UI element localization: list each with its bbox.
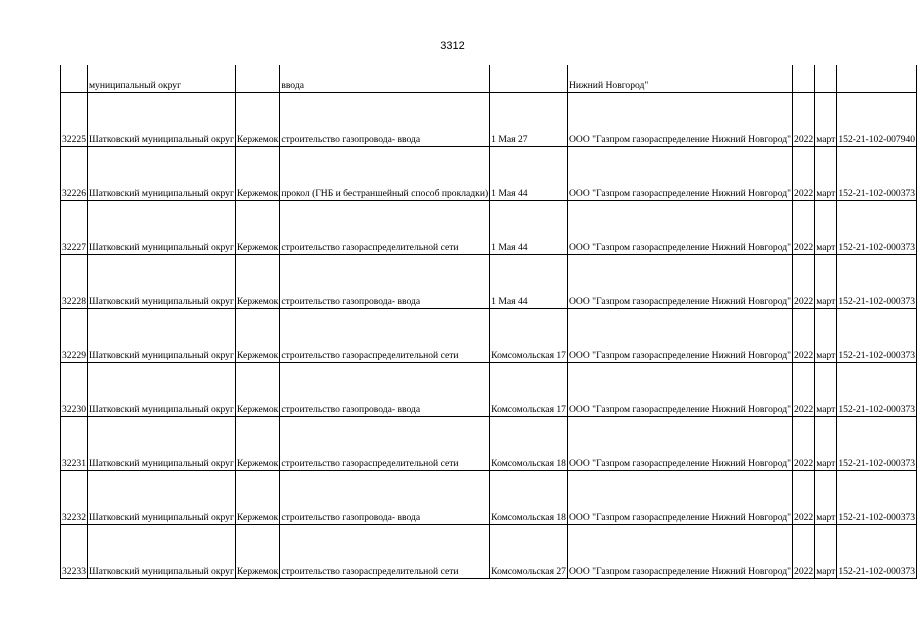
cell-address: 1 Мая 44 [490,147,568,201]
table-row [61,93,917,147]
table-body [61,65,917,579]
cell-work: строительство газопровода- ввода [280,363,490,417]
cell-address: Комсомольская 18 [490,471,568,525]
cell-district: Шатковский муниципальный округ [87,147,235,201]
cell-code: 152-21-102-000373 [837,147,917,201]
table-row [61,201,917,255]
cell-district: Шатковский муниципальный округ [87,471,235,525]
cell-address: 1 Мая 44 [490,201,568,255]
cell-year: 2022 [793,471,815,525]
cell-year: 2022 [793,255,815,309]
cell-address: Комсомольская 17 [490,309,568,363]
cell-work: строительство газопровода- ввода [280,255,490,309]
cell-address: Комсомольская 18 [490,417,568,471]
cell-org: ООО "Газпром газораспределение Нижний Новгород" [567,255,792,309]
cell-work: строительство газораспределительной сети [280,309,490,363]
cell-num: 32226 [61,147,88,201]
cell-org: ООО "Газпром газораспределение Нижний Новгород" [567,363,792,417]
cell-district: Шатковский муниципальный округ [87,363,235,417]
cell-settlement: Кержемок [235,93,279,147]
cell-district: Шатковский муниципальный округ [87,93,235,147]
cell-settlement: Кержемок [235,147,279,201]
cell-org: ООО "Газпром газораспределение Нижний Новгород" [567,201,792,255]
cell-address [490,65,568,93]
table-row [61,525,917,579]
cell-month: март [815,201,837,255]
table-row [61,417,917,471]
cell-work: строительство газопровода- ввода [280,93,490,147]
page-number: 3312 [440,40,465,52]
cell-org: ООО "Газпром газораспределение Нижний Новгород" [567,525,792,579]
gas-works-table [60,65,917,579]
table-row [61,363,917,417]
cell-settlement [235,65,279,93]
cell-year: 2022 [793,93,815,147]
cell-district: Шатковский муниципальный округ [87,201,235,255]
cell-num: 32230 [61,363,88,417]
cell-year [793,65,815,93]
cell-code: 152-21-102-000373 [837,363,917,417]
cell-org: ООО "Газпром газораспределение Нижний Новгород" [567,471,792,525]
table-row [61,255,917,309]
cell-work: строительство газопровода- ввода [280,471,490,525]
cell-district: муниципальный округ [87,65,235,93]
table-row [61,147,917,201]
cell-address: Комсомольская 27 [490,525,568,579]
cell-month: март [815,93,837,147]
cell-org: Нижний Новгород" [567,65,792,93]
cell-org: ООО "Газпром газораспределение Нижний Новгород" [567,93,792,147]
cell-settlement: Кержемок [235,309,279,363]
cell-district: Шатковский муниципальный округ [87,309,235,363]
cell-year: 2022 [793,525,815,579]
cell-address: Комсомольская 17 [490,363,568,417]
cell-org: ООО "Газпром газораспределение Нижний Новгород" [567,417,792,471]
cell-num: 32231 [61,417,88,471]
cell-year: 2022 [793,309,815,363]
cell-code: 152-21-102-000373 [837,525,917,579]
cell-district: Шатковский муниципальный округ [87,255,235,309]
cell-num: 32225 [61,93,88,147]
cell-month: март [815,147,837,201]
cell-code: 152-21-102-000373 [837,255,917,309]
cell-settlement: Кержемок [235,525,279,579]
cell-work: ввода [280,65,490,93]
cell-year: 2022 [793,201,815,255]
cell-code: 152-21-102-000373 [837,471,917,525]
cell-settlement: Кержемок [235,363,279,417]
cell-code [837,65,917,93]
cell-settlement: Кержемок [235,255,279,309]
cell-work: прокол (ГНБ и бестраншейный способ прокладки) [280,147,490,201]
cell-code: 152-21-102-000373 [837,309,917,363]
cell-num: 32232 [61,471,88,525]
cell-settlement: Кержемок [235,417,279,471]
cell-year: 2022 [793,147,815,201]
table-row [61,309,917,363]
cell-settlement: Кержемок [235,471,279,525]
cell-work: строительство газораспределительной сети [280,417,490,471]
cell-address: 1 Мая 27 [490,93,568,147]
cell-year: 2022 [793,417,815,471]
cell-month: март [815,525,837,579]
cell-num: 32227 [61,201,88,255]
cell-month: март [815,255,837,309]
cell-num: 32229 [61,309,88,363]
cell-code: 152-21-102-000373 [837,417,917,471]
cell-district: Шатковский муниципальный округ [87,525,235,579]
cell-num [61,65,88,93]
cell-district: Шатковский муниципальный округ [87,417,235,471]
cell-org: ООО "Газпром газораспределение Нижний Новгород" [567,147,792,201]
cell-address: 1 Мая 44 [490,255,568,309]
cell-work: строительство газораспределительной сети [280,201,490,255]
cell-work: строительство газораспределительной сети [280,525,490,579]
cell-month: март [815,309,837,363]
cell-year: 2022 [793,363,815,417]
cell-code: 152-21-102-007940 [837,93,917,147]
cell-month: март [815,363,837,417]
cell-org: ООО "Газпром газораспределение Нижний Новгород" [567,309,792,363]
cell-month: март [815,417,837,471]
cell-num: 32228 [61,255,88,309]
cell-month [815,65,837,93]
table-row-continuation [61,65,917,93]
cell-num: 32233 [61,525,88,579]
cell-month: март [815,471,837,525]
cell-code: 152-21-102-000373 [837,201,917,255]
table-row [61,471,917,525]
cell-settlement: Кержемок [235,201,279,255]
